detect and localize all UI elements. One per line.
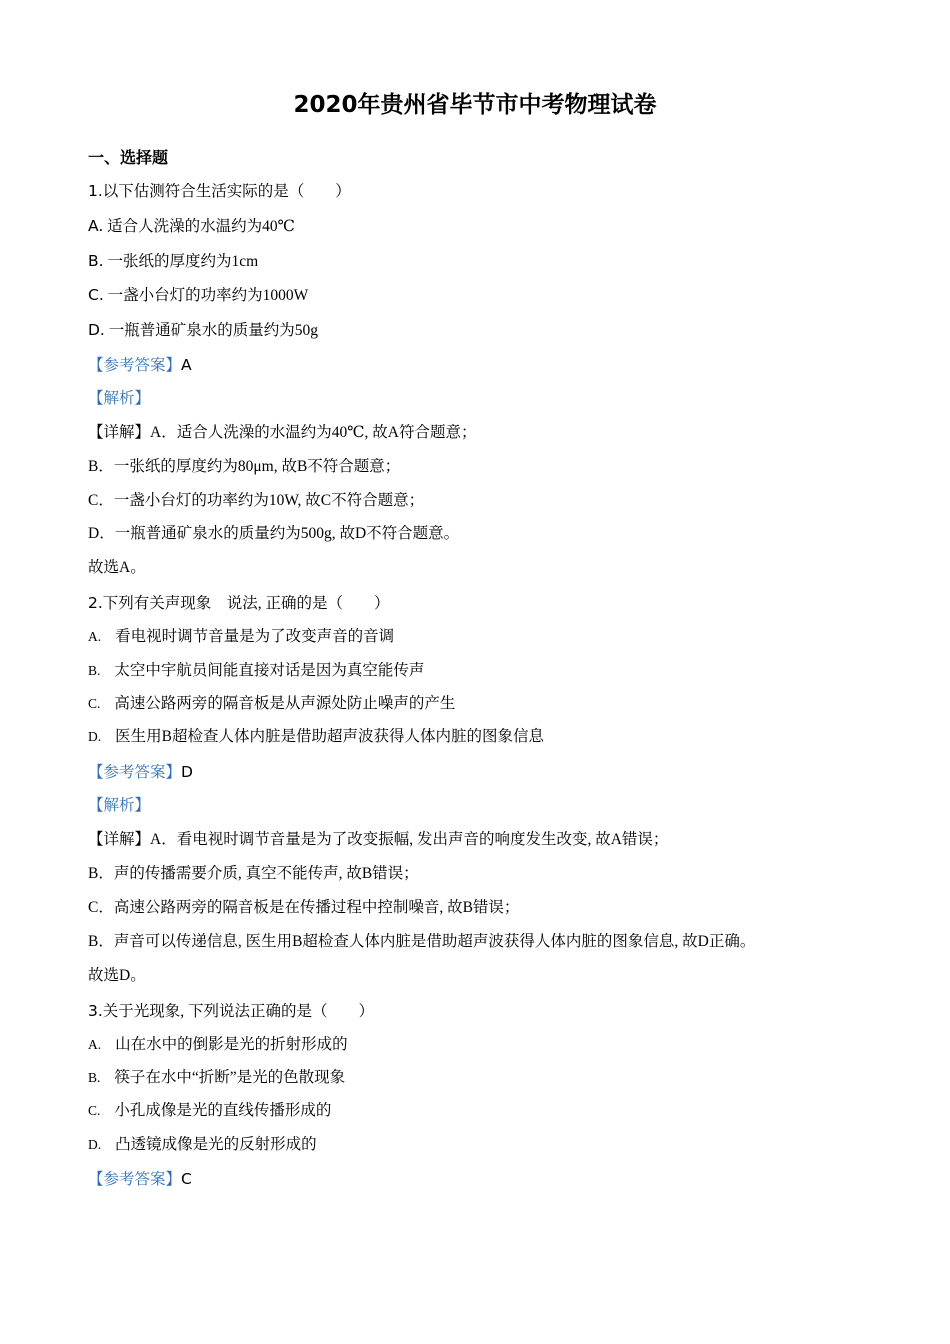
question-3-stem xyxy=(88,1001,374,1022)
question-2-option-a xyxy=(88,627,394,647)
section-heading: 一、选择题 xyxy=(88,148,169,167)
option-text: 山在水中的倒影是光的折射形成的 xyxy=(115,1036,348,1053)
option-text: 适合人洗澡的水温约为40℃ xyxy=(107,218,295,235)
question-1-detail-line: 【详解】A．适合人洗澡的水温约为40℃, 故A符合题意； xyxy=(88,424,477,441)
option-letter: D. xyxy=(88,321,105,339)
question-1-option-d xyxy=(88,320,318,341)
question-2-stem xyxy=(88,593,390,614)
option-text: 太空中宇航员间能直接对话是因为真空能传声 xyxy=(114,662,425,679)
question-2-detail-line: C．高速公路两旁的隔音板是在传播过程中控制噪音, 故B错误； xyxy=(88,899,520,916)
option-letter: C. xyxy=(88,696,101,711)
option-letter: B. xyxy=(88,252,104,270)
question-3-answer xyxy=(88,1169,192,1190)
option-letter: A. xyxy=(88,217,104,235)
question-number: 1. xyxy=(88,182,103,200)
question-1-detail-line: D．一瓶普通矿泉水的质量约为500g, 故D不符合题意。 xyxy=(88,525,460,542)
option-letter: D. xyxy=(88,1137,102,1152)
question-2-detail-line: B．声的传播需要介质, 真空不能传声, 故B错误； xyxy=(88,865,419,882)
option-letter: D. xyxy=(88,729,102,744)
option-text: 看电视时调节音量是为了改变声音的音调 xyxy=(115,628,395,645)
option-letter: C. xyxy=(88,286,104,304)
option-text: 医生用B超检查人体内脏是借助超声波获得人体内脏的图象信息 xyxy=(115,728,544,745)
question-2-detail-line: B．声音可以传递信息, 医生用B超检查人体内脏是借助超声波获得人体内脏的图象信息, 故D正确。 xyxy=(88,933,756,950)
question-3-option-c xyxy=(88,1101,331,1121)
question-text: 以下估测符合生活实际的是（ ） xyxy=(102,183,351,200)
question-3-option-b xyxy=(88,1068,345,1088)
answer-value: D xyxy=(181,763,193,781)
question-1-option-c xyxy=(88,285,308,306)
question-2-conclusion: 故选D。 xyxy=(88,967,146,984)
analysis-label: 【解析】 xyxy=(88,797,151,814)
question-1-option-a xyxy=(88,216,295,237)
question-2-detail-line: 【详解】A．看电视时调节音量是为了改变振幅, 发出声音的响度发生改变, 故A错误； xyxy=(88,831,669,848)
option-text: 一盏小台灯的功率约为1000W xyxy=(107,287,309,304)
analysis-label: 【解析】 xyxy=(88,390,151,407)
question-2-answer xyxy=(88,762,193,783)
question-1-detail-line: C．一盏小台灯的功率约为10W, 故C不符合题意； xyxy=(88,492,425,509)
question-number: 2. xyxy=(88,594,103,612)
option-text: 凸透镜成像是光的反射形成的 xyxy=(115,1136,317,1153)
answer-label: 【参考答案】 xyxy=(88,1171,182,1188)
question-number: 3. xyxy=(88,1002,103,1020)
option-letter: A. xyxy=(88,629,102,644)
answer-value: C xyxy=(181,1170,192,1188)
option-text: 一瓶普通矿泉水的质量约为50g xyxy=(108,322,319,339)
page-title: 2020年贵州省毕节市中考物理试卷 xyxy=(293,92,657,118)
option-letter: B. xyxy=(88,1070,101,1085)
answer-label: 【参考答案】 xyxy=(88,357,182,374)
question-2-analysis-label xyxy=(88,796,150,816)
question-1-stem xyxy=(88,181,351,202)
option-text: 高速公路两旁的隔音板是从声源处防止噪声的产生 xyxy=(114,695,456,712)
option-text: 筷子在水中“折断”是光的色散现象 xyxy=(114,1069,346,1086)
question-1-option-b xyxy=(88,251,258,272)
question-text: 关于光现象, 下列说法正确的是（ ） xyxy=(102,1003,375,1020)
option-text: 小孔成像是光的直线传播形成的 xyxy=(114,1102,332,1119)
question-3-option-a xyxy=(88,1035,348,1055)
question-2-option-c xyxy=(88,694,455,714)
question-2-option-d xyxy=(88,727,544,747)
option-text: 一张纸的厚度约为1cm xyxy=(107,253,259,270)
question-1-analysis-label xyxy=(88,389,150,409)
option-letter: B. xyxy=(88,663,101,678)
question-2-option-b xyxy=(88,661,424,681)
question-1-answer xyxy=(88,355,192,376)
question-3-option-d xyxy=(88,1135,317,1155)
option-letter: A. xyxy=(88,1037,102,1052)
option-letter: C. xyxy=(88,1103,101,1118)
answer-label: 【参考答案】 xyxy=(88,764,182,781)
question-1-detail-line: B．一张纸的厚度约为80μm, 故B不符合题意； xyxy=(88,458,401,475)
question-text: 下列有关声现象 说法, 正确的是（ ） xyxy=(102,595,390,612)
question-1-conclusion: 故选A。 xyxy=(88,559,146,576)
answer-value: A xyxy=(181,356,192,374)
